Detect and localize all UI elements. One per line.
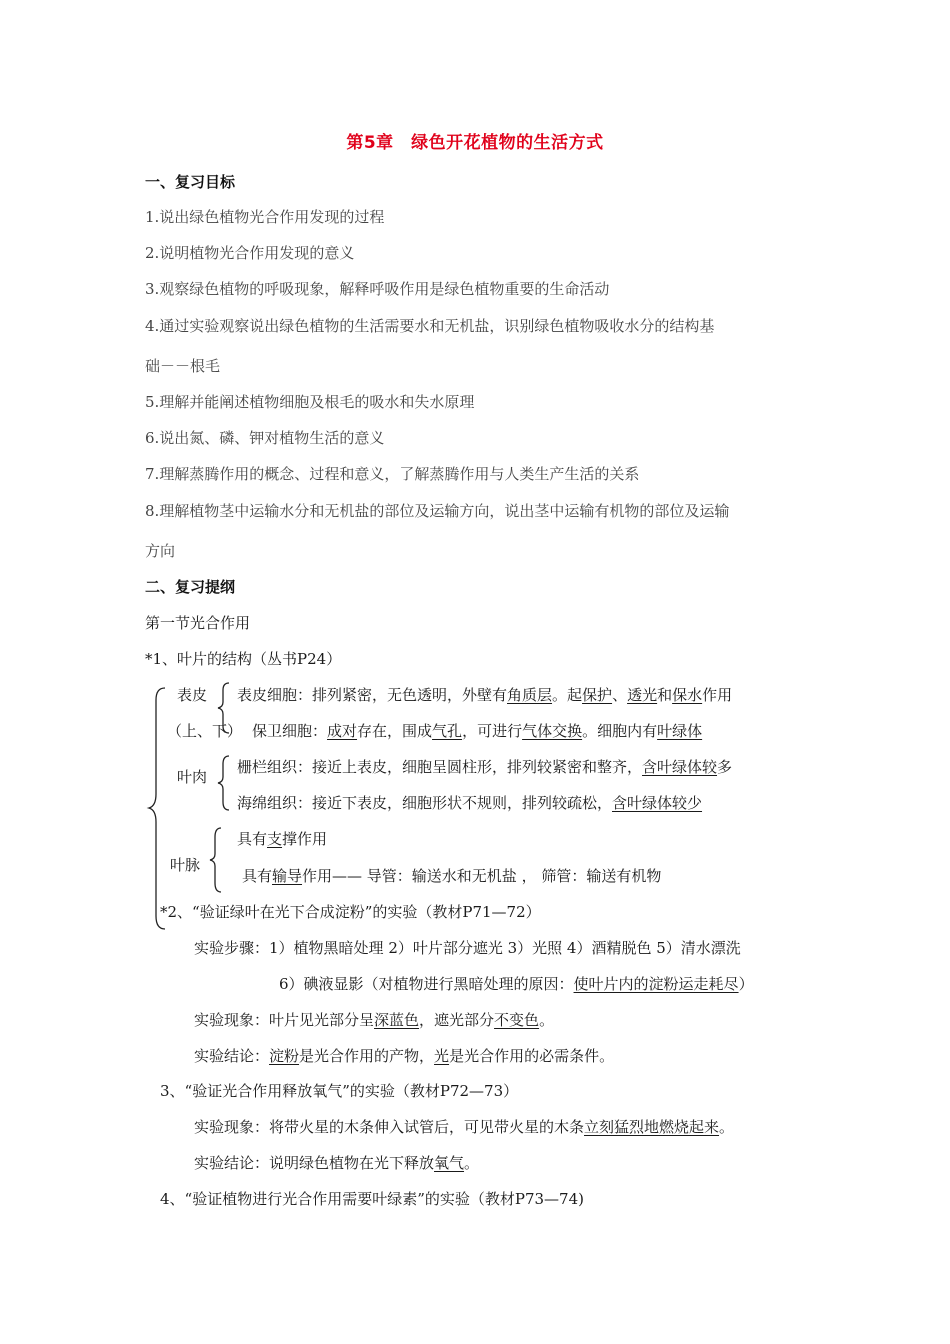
keyword: 淀粉 — [269, 1047, 300, 1065]
keyword: 不变色 — [494, 1011, 540, 1029]
palisade-row: 栅栏组织：接近上表皮，细胞呈圆柱形，排列较紧密和整齐，含叶绿体较多 — [237, 758, 733, 776]
goal-item: 6.说出氮、磷、钾对植物生活的意义 — [145, 429, 385, 447]
goal-item: 方向 — [145, 542, 176, 560]
goal-item: 1.说出绿色植物光合作用发现的过程 — [145, 208, 385, 226]
item2-steps: 实验步骤：1）植物黑暗处理 2）叶片部分遮光 3）光照 4）酒精脱色 5）清水漂洗 — [194, 939, 741, 957]
vein-conduction-row: 具有输导作用—— 导管：输送水和无机盐 ， 筛管：输送有机物 — [242, 867, 662, 885]
mesophyll-brace — [216, 754, 232, 812]
epidermal-cell-row: 表皮细胞：排列紧密，无色透明，外壁有角质层。起保护、透光和保水作用 — [237, 686, 733, 704]
keyword: 气体交换 — [522, 722, 583, 740]
mesophyll-label: 叶肉 — [177, 768, 208, 786]
keyword: 输导 — [272, 867, 303, 885]
chapter-title: 第5章 绿色开花植物的生活方式 — [346, 133, 604, 153]
goal-item: 2.说明植物光合作用发现的意义 — [145, 244, 355, 262]
keyword: 角质层 — [507, 686, 553, 704]
keyword: 保水 — [672, 686, 703, 704]
subheading-photosynthesis: 第一节光合作用 — [145, 614, 251, 632]
keyword: 立刻猛烈地燃烧起来 — [584, 1118, 720, 1136]
item4-title: 4、“验证植物进行光合作用需要叶绿素”的实验（教材P73—74) — [160, 1190, 585, 1208]
item2-phenomenon: 实验现象：叶片见光部分呈深蓝色，遮光部分不变色。 — [194, 1011, 555, 1029]
item3-title: 3、“验证光合作用释放氧气”的实验（教材P72—73） — [160, 1082, 519, 1100]
epidermis-label: 表皮 — [177, 686, 208, 704]
keyword: 深蓝色 — [374, 1011, 420, 1029]
keyword: 使叶片内的淀粉运走耗尽 — [573, 975, 739, 993]
goal-item: 3.观察绿色植物的呼吸现象，解释呼吸作用是绿色植物重要的生命活动 — [145, 280, 610, 298]
item2-conclusion: 实验结论：淀粉是光合作用的产物，光是光合作用的必需条件。 — [194, 1047, 615, 1065]
keyword: 氧气 — [434, 1154, 465, 1172]
keyword: 支 — [267, 830, 283, 848]
epidermis-brace — [216, 681, 232, 735]
goal-item: 7.理解蒸腾作用的概念、过程和意义，了解蒸腾作用与人类生产生活的关系 — [145, 465, 640, 483]
goal-item: 础－－根毛 — [145, 357, 221, 375]
keyword: 保护 — [582, 686, 613, 704]
guard-cell-row: 保卫细胞：成对存在，围成气孔，可进行气体交换。细胞内有叶绿体 — [252, 722, 703, 740]
goal-item: 5.理解并能阐述植物细胞及根毛的吸水和失水原理 — [145, 393, 475, 411]
item2-steps-continued: 6）碘液显影（对植物进行黑暗处理的原因：使叶片内的淀粉运走耗尽） — [279, 975, 754, 993]
spongy-row: 海绵组织：接近下表皮，细胞形状不规则，排列较疏松，含叶绿体较少 — [237, 794, 703, 812]
leaf-structure-brace — [147, 686, 167, 931]
vein-label: 叶脉 — [170, 856, 201, 874]
goal-item: 4.通过实验观察说出绿色植物的生活需要水和无机盐，识别绿色植物吸收水分的结构基 — [145, 317, 715, 335]
vein-support-row: 具有支撑作用 — [237, 830, 328, 848]
item2-title: *2、“验证绿叶在光下合成淀粉”的实验（教材P71—72） — [160, 903, 541, 921]
keyword: 叶绿体 — [657, 722, 703, 740]
item3-phenomenon: 实验现象：将带火星的木条伸入试管后，可见带火星的木条立刻猛烈地燃烧起来。 — [194, 1118, 735, 1136]
epidermis-sub-label: （上、下） — [167, 722, 243, 740]
keyword: 气孔 — [432, 722, 463, 740]
keyword: 成对 — [327, 722, 358, 740]
section-heading-outline: 二、复习提纲 — [145, 578, 236, 596]
section-heading-goals: 一、复习目标 — [145, 173, 236, 191]
goal-item: 8.理解植物茎中运输水分和无机盐的部位及运输方向，说出茎中运输有机物的部位及运输 — [145, 502, 730, 520]
item3-conclusion: 实验结论：说明绿色植物在光下释放氧气。 — [194, 1154, 480, 1172]
vein-brace — [208, 826, 224, 894]
keyword: 光 — [434, 1047, 450, 1065]
keyword: 含叶绿体较 — [642, 758, 718, 776]
keyword: 透光 — [627, 686, 658, 704]
keyword: 含叶绿体较少 — [612, 794, 703, 812]
item1-title: *1、叶片的结构（丛书P24） — [145, 650, 342, 668]
